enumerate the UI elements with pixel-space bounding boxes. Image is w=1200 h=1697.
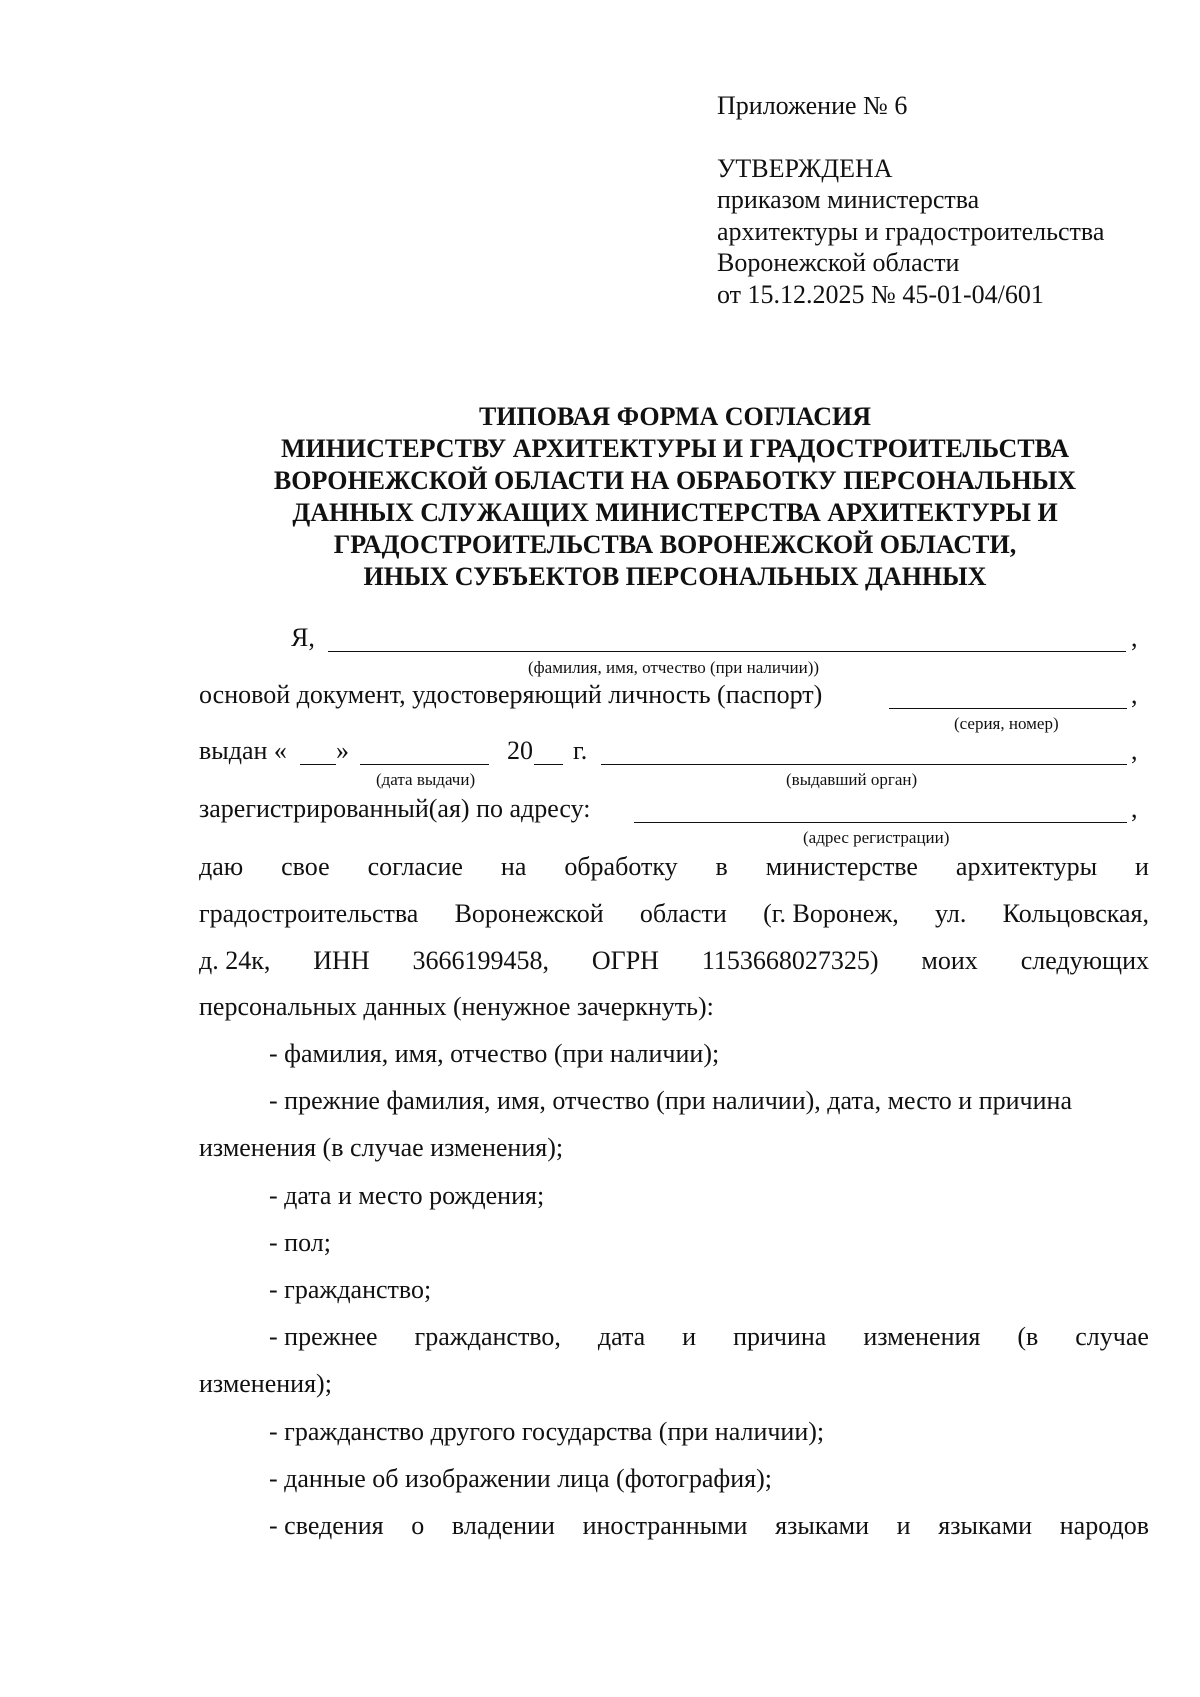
item-sex: - пол; [269, 1228, 331, 1257]
title-line: МИНИСТЕРСТВУ АРХИТЕКТУРЫ И ГРАДОСТРОИТЕЛЬСТВА [280, 434, 1070, 463]
word: (г. Воронеж, [763, 899, 899, 928]
word: языками [938, 1511, 1033, 1540]
issue-day-field-line[interactable] [300, 764, 336, 765]
word: на [500, 852, 527, 881]
word: в [715, 852, 728, 881]
address-field-line[interactable] [634, 822, 1127, 823]
approval-line-1: приказом министерства [717, 185, 980, 214]
passport-label: основой документ, удостоверяющий личность (паспорт) [199, 680, 823, 709]
issuing-authority-field-line[interactable] [601, 764, 1127, 765]
word: 3666199458, [412, 946, 549, 975]
word: области [639, 899, 727, 928]
i-label: Я, [291, 623, 315, 652]
word: дата [597, 1322, 646, 1351]
address-comma: , [1131, 794, 1138, 823]
approval-line-3: Воронежской области [717, 248, 960, 277]
item-fio: - фамилия, имя, отчество (при наличии); [269, 1039, 720, 1068]
consent-line-3 [199, 946, 1149, 976]
word: изменения [863, 1322, 981, 1351]
year-suffix: г. [573, 736, 588, 765]
word: д. 24к, [199, 946, 271, 975]
consent-line-2 [199, 899, 1149, 929]
word: иностранными [582, 1511, 748, 1540]
approved-label: УТВЕРЖДЕНА [717, 153, 893, 183]
item-former-fio-line-1: - прежние фамилия, имя, отчество (при наличии), дата, место и причина [269, 1086, 1072, 1115]
word: - прежнее [269, 1322, 378, 1351]
item-photo: - данные об изображении лица (фотография); [269, 1464, 773, 1493]
word: о [411, 1511, 425, 1540]
approval-block [717, 90, 1104, 310]
title-line: ИНЫХ СУБЪЕКТОВ ПЕРСОНАЛЬНЫХ ДАННЫХ [363, 562, 987, 591]
passport-comma: , [1131, 680, 1138, 709]
authority-caption: (выдавший орган) [786, 770, 918, 789]
issued-comma: , [1131, 736, 1138, 765]
issued-quote-close: » [336, 736, 349, 765]
fio-caption: (фамилия, имя, отчество (при наличии)) [528, 658, 820, 677]
address-caption: (адрес регистрации) [803, 828, 950, 847]
word: и [682, 1322, 697, 1351]
item-languages-line-1 [269, 1511, 1149, 1541]
word: ул. [935, 899, 967, 928]
issue-date-field-line[interactable] [360, 764, 489, 765]
word: - сведения [269, 1511, 384, 1540]
word: градостроительства [199, 899, 419, 928]
consent-line-1 [199, 852, 1149, 882]
word: следующих [1020, 946, 1149, 975]
item-former-citizenship-line-2: изменения); [199, 1369, 332, 1398]
item-other-citizenship: - гражданство другого государства (при наличии); [269, 1417, 825, 1446]
item-former-citizenship-line-1 [269, 1322, 1149, 1352]
word: народов [1059, 1511, 1149, 1540]
fio-comma: , [1131, 623, 1138, 652]
fio-field-line[interactable] [328, 651, 1126, 652]
form-title [200, 401, 1150, 593]
word: владении [451, 1511, 555, 1540]
approval-line-4: от 15.12.2025 № 45-01-04/601 [717, 279, 1044, 309]
word: Воронежской [454, 899, 604, 928]
word: даю [199, 852, 244, 881]
word: согласие [367, 852, 463, 881]
word: и [1135, 852, 1149, 881]
word: 1153668027325) [701, 946, 879, 975]
word: Кольцовская, [1002, 899, 1149, 928]
word: причина [733, 1322, 827, 1351]
series-caption: (серия, номер) [954, 714, 1059, 733]
title-line: ГРАДОСТРОИТЕЛЬСТВА ВОРОНЕЖСКОЙ ОБЛАСТИ, [333, 530, 1017, 559]
issue-year-field-line[interactable] [534, 764, 563, 765]
word: языками [775, 1511, 869, 1540]
word: министерстве [765, 852, 918, 881]
title-line: ВОРОНЕЖСКОЙ ОБЛАСТИ НА ОБРАБОТКУ ПЕРСОНАЛЬНЫХ [273, 466, 1077, 495]
year-prefix: 20 [507, 736, 533, 765]
item-former-fio-line-2: изменения (в случае изменения); [199, 1133, 564, 1162]
item-birth: - дата и место рождения; [269, 1181, 545, 1210]
word: обработку [564, 852, 678, 881]
approval-line-2: архитектуры и градостроительства [717, 216, 1105, 246]
date-caption: (дата выдачи) [376, 770, 476, 789]
address-label: зарегистрированный(ая) по адресу: [199, 794, 591, 823]
issued-label: выдан « [199, 736, 287, 765]
word: случае [1075, 1322, 1149, 1351]
word: и [896, 1511, 911, 1540]
title-line: ДАННЫХ СЛУЖАЩИХ МИНИСТЕРСТВА АРХИТЕКТУРЫ И [292, 498, 1058, 527]
title-line: ТИПОВАЯ ФОРМА СОГЛАСИЯ [478, 402, 872, 431]
word: свое [281, 852, 330, 881]
passport-field-line[interactable] [889, 708, 1127, 709]
word: гражданство, [414, 1322, 561, 1351]
word: архитектуры [955, 852, 1098, 881]
word: ИНН [313, 946, 370, 975]
annex-number: Приложение № 6 [717, 91, 908, 120]
word: моих [921, 946, 978, 975]
word: (в [1017, 1322, 1039, 1351]
item-citizenship: - гражданство; [269, 1275, 432, 1304]
consent-line-4: персональных данных (ненужное зачеркнуть): [199, 992, 714, 1021]
word: ОГРН [591, 946, 659, 975]
